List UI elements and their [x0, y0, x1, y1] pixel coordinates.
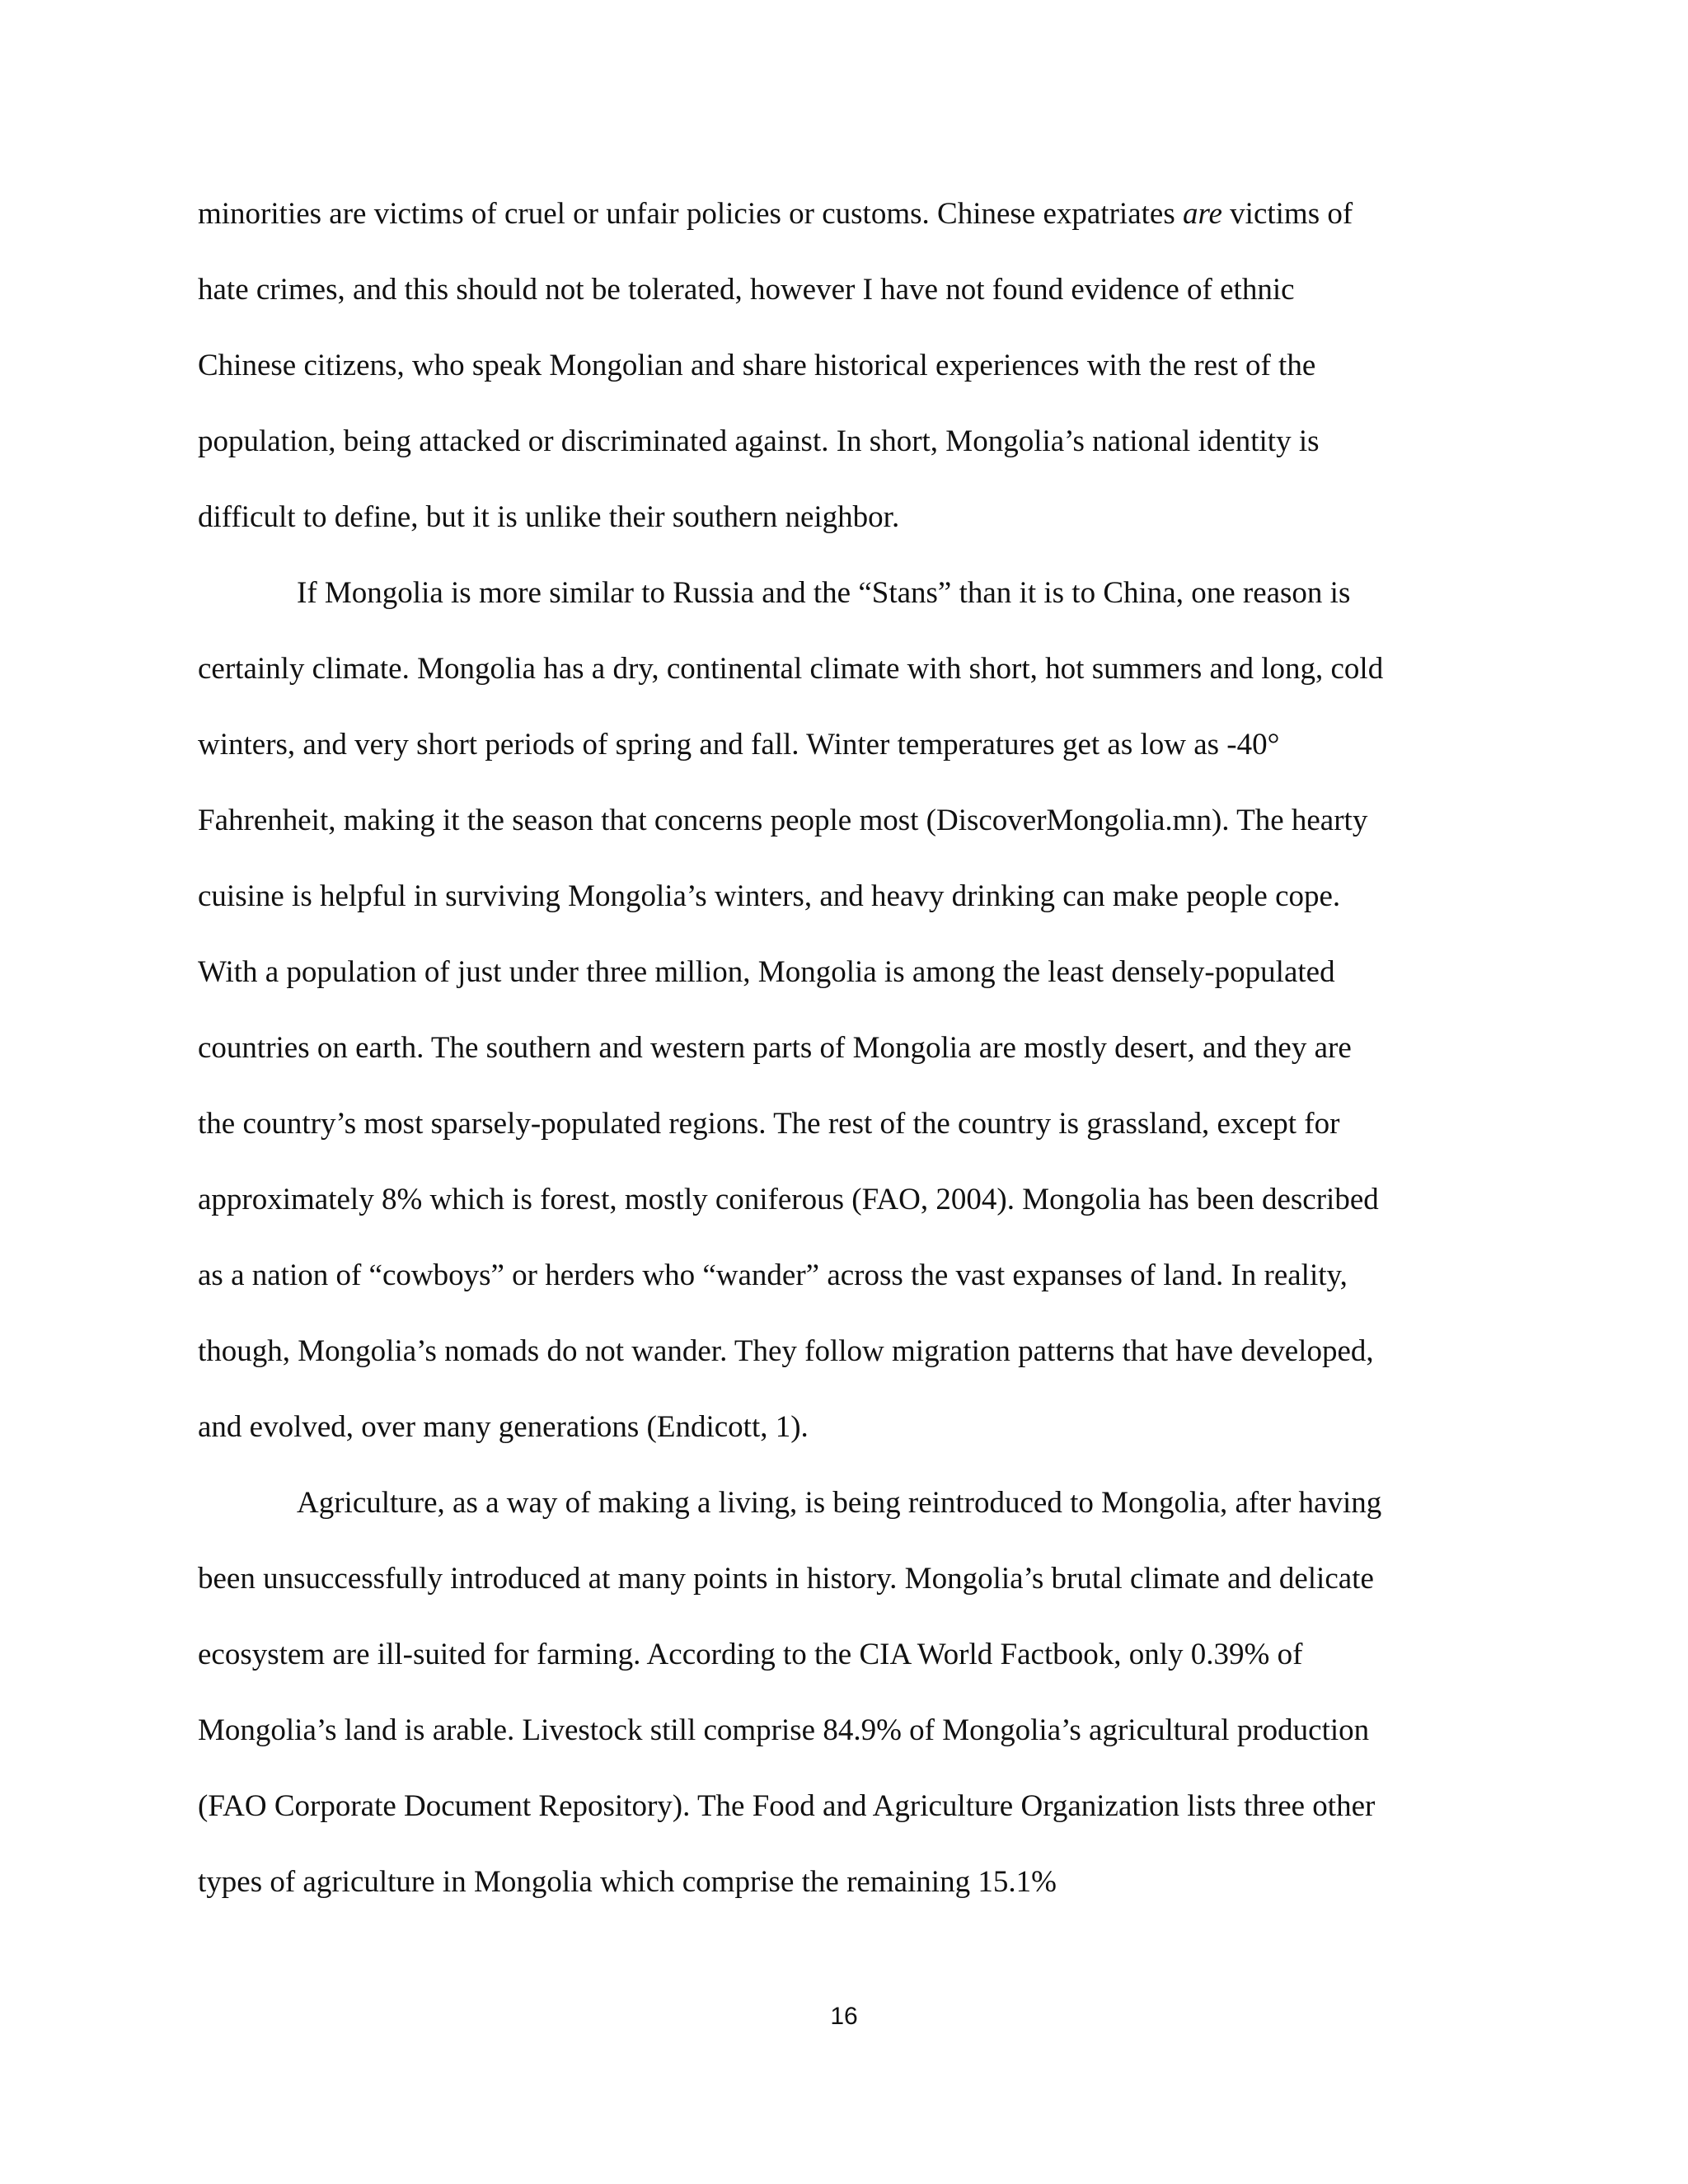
text-line: (FAO Corporate Document Repository). The Food and Agriculture Organization lists three other	[198, 1789, 1376, 1823]
text-line: Mongolia’s land is arable. Livestock still comprise 84.9% of Mongolia’s agricultural production	[198, 1713, 1370, 1747]
emphasis-text: are	[1182, 197, 1222, 231]
text-line: and evolved, over many generations (Endicott, 1).	[198, 1410, 809, 1444]
text-line: ecosystem are ill-suited for farming. According to the CIA World Factbook, only 0.39% of	[198, 1638, 1303, 1671]
text-line: though, Mongolia’s nomads do not wander. They follow migration patterns that have developed,	[198, 1334, 1374, 1368]
text-line: With a population of just under three million, Mongolia is among the least densely-populated	[198, 955, 1335, 989]
paragraph-start-line: Agriculture, as a way of making a living, is being reintroduced to Mongolia, after having	[297, 1486, 1382, 1520]
text-line: the country’s most sparsely-populated regions. The rest of the country is grassland, except for	[198, 1107, 1340, 1141]
text-line: minorities are victims of cruel or unfair policies or customs. Chinese expatriates are victims of	[198, 197, 1353, 231]
text-line: hate crimes, and this should not be tolerated, however I have not found evidence of ethnic	[198, 273, 1295, 307]
text-line: population, being attacked or discriminated against. In short, Mongolia’s national identity is	[198, 424, 1320, 458]
text-line: certainly climate. Mongolia has a dry, continental climate with short, hot summers and long, cold	[198, 652, 1384, 686]
text-line: been unsuccessfully introduced at many points in history. Mongolia’s brutal climate and delicate	[198, 1562, 1374, 1596]
text-line: Chinese citizens, who speak Mongolian and share historical experiences with the rest of the	[198, 349, 1316, 382]
text-line: countries on earth. The southern and western parts of Mongolia are mostly desert, and they are	[198, 1031, 1352, 1065]
text-line: Fahrenheit, making it the season that concerns people most (DiscoverMongolia.mn). The hearty	[198, 804, 1368, 837]
text-line: as a nation of “cowboys” or herders who “wander” across the vast expanses of land. In reality,	[198, 1258, 1348, 1292]
text-line: winters, and very short periods of spring and fall. Winter temperatures get as low as -40°	[198, 728, 1280, 762]
body-text	[198, 190, 1500, 1933]
page-number: 16	[830, 2003, 858, 2030]
text-line: approximately 8% which is forest, mostly coniferous (FAO, 2004). Mongolia has been described	[198, 1183, 1379, 1216]
text-line: difficult to define, but it is unlike their southern neighbor.	[198, 500, 900, 534]
text-line: types of agriculture in Mongolia which comprise the remaining 15.1%	[198, 1865, 1057, 1899]
text-line: cuisine is helpful in surviving Mongolia’s winters, and heavy drinking can make people cope.	[198, 879, 1341, 913]
paragraph-start-line: If Mongolia is more similar to Russia and the “Stans” than it is to China, one reason is	[297, 576, 1351, 610]
